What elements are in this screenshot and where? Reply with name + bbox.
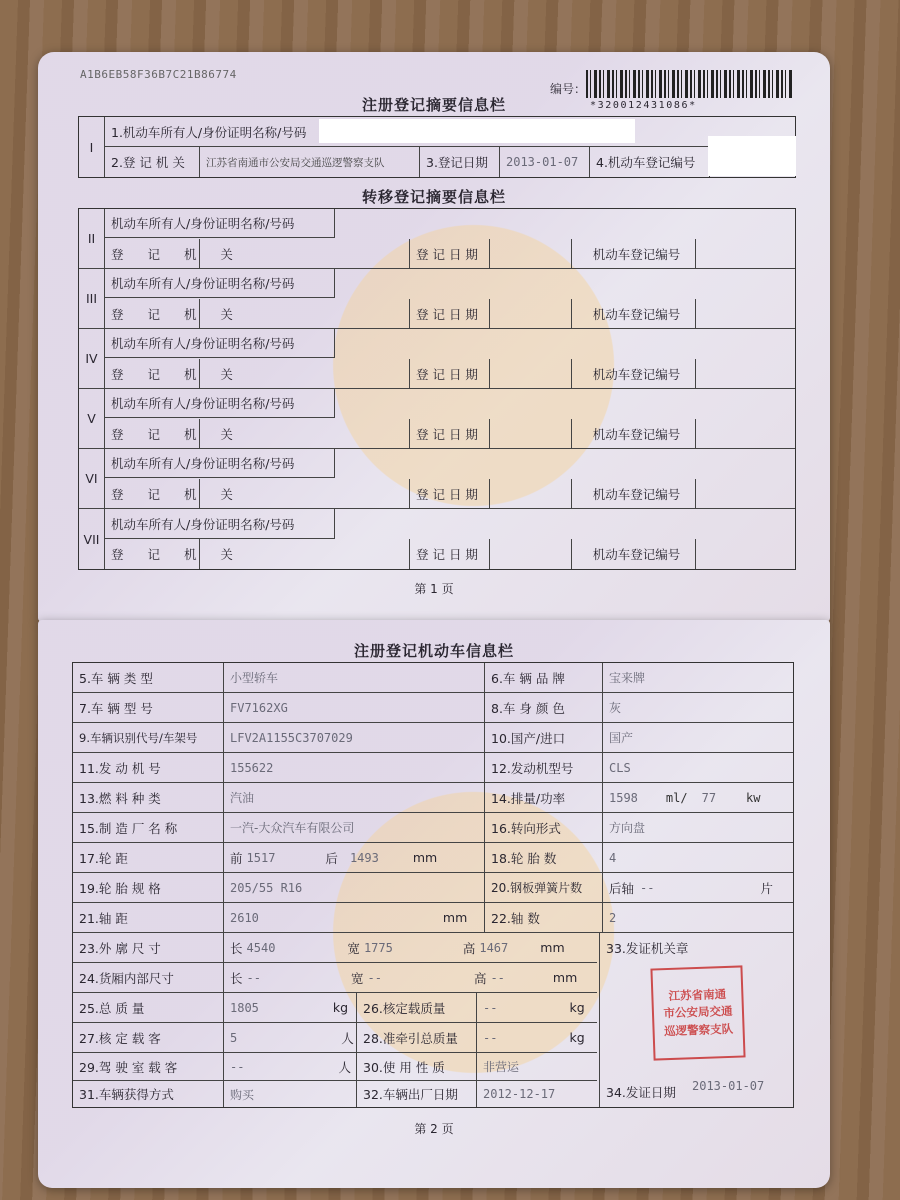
spring-count: --: [640, 880, 655, 895]
acquire-value: 购买: [223, 1081, 357, 1107]
rated-load: --: [483, 1000, 498, 1015]
displacement-unit: ml/: [665, 790, 688, 805]
roman-numeral: VI: [79, 449, 105, 508]
info-row: [73, 963, 597, 993]
issue-date-label: 34.发证日期: [606, 1085, 676, 1100]
info-row: [73, 783, 793, 813]
date-label: 3.登记日期: [420, 147, 500, 177]
field-label: 31.车辆获得方式: [79, 1087, 174, 1102]
date-value: [490, 359, 572, 388]
authority-label: 登 记 机 关: [105, 359, 200, 388]
date-value: [490, 539, 572, 569]
field-label: 14.排量/功率: [485, 783, 603, 812]
info-row: [73, 843, 793, 873]
authority-value: [200, 479, 410, 508]
info-row: [73, 993, 597, 1023]
transfer-block: [79, 209, 795, 269]
track-front-label: 前: [230, 850, 243, 866]
field-label: 28.准牵引总质量: [357, 1023, 477, 1052]
field-value: 灰: [609, 701, 622, 715]
roman-numeral: II: [79, 209, 105, 268]
regno-label: 机动车登记编号: [572, 299, 696, 328]
barcode-text: *320012431086*: [590, 100, 697, 111]
passengers-value: [223, 1023, 357, 1052]
passengers-unit: 人: [341, 1030, 354, 1046]
track-unit: mm: [412, 850, 438, 865]
cargo-high: --: [490, 970, 505, 985]
stamp-line: 市公安局交通: [663, 1004, 733, 1021]
authority-value: 江苏省南通市公安局交通巡逻警察支队: [200, 147, 420, 177]
spring-rear-label: 后轴: [609, 880, 635, 896]
field-label: 25.总 质 量: [79, 1000, 145, 1016]
cab: --: [230, 1059, 245, 1074]
issue-date-value: 2013-01-07: [692, 1079, 765, 1093]
date-label: 登 记 日 期: [410, 539, 490, 569]
transfer-summary-title: 转移登记摘要信息栏: [361, 188, 506, 206]
field-label: 22.轴 数: [485, 903, 603, 932]
field-label: 30.使 用 性 质: [357, 1053, 477, 1080]
authority-label: 登 记 机 关: [105, 239, 200, 268]
info-row: [73, 903, 793, 933]
date-value: [490, 239, 572, 268]
date-value: [490, 419, 572, 448]
field-label: 13.燃 料 种 类: [79, 790, 161, 806]
page-one-sheet: [38, 52, 830, 622]
stamp-line: 江苏省南通: [668, 987, 727, 1004]
field-value: 2: [609, 910, 617, 925]
info-row: [73, 663, 793, 693]
regno-label: 机动车登记编号: [572, 539, 696, 569]
date-label: 登 记 日 期: [410, 479, 490, 508]
field-label: 19.轮 胎 规 格: [79, 880, 161, 896]
field-label: 23.外 廓 尺 寸: [79, 940, 161, 956]
owner-label: 1.机动车所有人/身份证明名称/号码: [111, 124, 307, 140]
vehicle-info-table: [72, 662, 794, 1108]
tow-unit: kg: [569, 1030, 585, 1045]
owner-label: 机动车所有人/身份证明名称/号码: [105, 269, 335, 298]
number-label: 编号：: [550, 82, 587, 96]
stamp-line: 巡逻警察支队: [663, 1021, 734, 1038]
page-number: 第 1 页: [414, 582, 454, 596]
authority-label: 登 记 机 关: [105, 539, 200, 569]
field-value: 小型轿车: [223, 663, 485, 692]
field-value: 4: [609, 850, 617, 865]
authority-label: 登 记 机 关: [105, 419, 200, 448]
transfer-block: [79, 389, 795, 449]
cab-value: [223, 1053, 357, 1080]
dims-high: 1467: [479, 940, 509, 955]
vehicle-info-title: 注册登记机动车信息栏: [353, 642, 514, 660]
wheelbase: 2610: [230, 910, 259, 925]
field-label: 5.车 辆 类 型: [79, 670, 153, 686]
roman-numeral: V: [79, 389, 105, 448]
redacted-regno: [708, 136, 796, 176]
mass-value: [223, 993, 357, 1022]
field-label: 7.车 辆 型 号: [79, 700, 153, 716]
field-value: LFV2A1155C3707029: [223, 723, 485, 752]
dims-long: 4540: [246, 940, 276, 955]
roman-numeral: I: [79, 117, 105, 177]
cargo-value: [223, 963, 599, 992]
stamp-cell: [599, 933, 793, 1107]
mass: 1805: [230, 1000, 259, 1015]
authority-value: [200, 359, 410, 388]
cargo-high-label: 高: [473, 970, 487, 986]
date-label: 登 记 日 期: [410, 419, 490, 448]
spring-unit: 片: [760, 880, 773, 896]
dims-wide: 1775: [363, 940, 393, 955]
field-value: 汽油: [223, 783, 485, 812]
registration-summary-table: [78, 116, 796, 178]
tow-value: [477, 1023, 599, 1052]
track-rear-label: 后: [325, 850, 338, 866]
date-value: [490, 479, 572, 508]
field-value: FV7162XG: [223, 693, 485, 722]
date-label: 登 记 日 期: [410, 239, 490, 268]
field-value: 155622: [223, 753, 485, 782]
regno-label: 机动车登记编号: [572, 359, 696, 388]
regno-label: 机动车登记编号: [572, 419, 696, 448]
power-unit: kw: [746, 790, 761, 805]
redacted-owner: [319, 119, 635, 143]
track-value: [223, 843, 485, 872]
field-value: 205/55 R16: [223, 873, 485, 902]
owner-label: 机动车所有人/身份证明名称/号码: [105, 389, 335, 418]
use-value: 非营运: [483, 1060, 520, 1074]
transfer-block: [79, 509, 795, 569]
dims-value: [223, 933, 599, 962]
track-front: 1517: [246, 850, 276, 865]
info-row: [73, 1081, 597, 1107]
dims-wide-label: 宽: [347, 940, 360, 956]
field-label: 32.车辆出厂日期: [357, 1081, 477, 1107]
info-row: [73, 1053, 597, 1081]
passengers: 5: [230, 1030, 238, 1045]
owner-label: 机动车所有人/身份证明名称/号码: [105, 209, 335, 238]
transfer-block: [79, 449, 795, 509]
field-value: 宝来牌: [609, 671, 646, 685]
dims-high-label: 高: [462, 940, 476, 956]
field-label: 16.转向形式: [485, 813, 603, 842]
info-row: [73, 693, 793, 723]
field-label: 27.核 定 载 客: [79, 1030, 161, 1046]
field-label: 15.制 造 厂 名 称: [79, 820, 178, 836]
owner-label: 机动车所有人/身份证明名称/号码: [105, 329, 335, 358]
serial-number: A1B6EB58F36B7C21B86774: [80, 68, 237, 81]
regno-label: 机动车登记编号: [572, 239, 696, 268]
transfer-block: [79, 269, 795, 329]
authority-value: [200, 419, 410, 448]
authority-label: 登 记 机 关: [105, 299, 200, 328]
date-value: [490, 299, 572, 328]
rated-load-unit: kg: [569, 1000, 585, 1015]
cab-unit: 人: [338, 1059, 351, 1075]
field-label: 20.钢板弹簧片数: [485, 873, 603, 902]
cargo-wide: --: [367, 970, 382, 985]
owner-label: 机动车所有人/身份证明名称/号码: [105, 509, 335, 539]
tow: --: [483, 1030, 498, 1045]
page-number: 第 2 页: [414, 1122, 454, 1136]
field-value: 一汽-大众汽车有限公司: [223, 813, 485, 842]
authority-label: 2.登 记 机 关: [105, 147, 200, 177]
cargo-wide-label: 宽: [350, 970, 364, 986]
info-row: [73, 933, 597, 963]
info-row: [73, 723, 793, 753]
authority-label: 登 记 机 关: [105, 479, 200, 508]
spring-value: [603, 873, 793, 902]
track-rear: 1493: [349, 850, 379, 865]
cargo-long: --: [246, 970, 261, 985]
page-two-sheet: [38, 620, 830, 1188]
date-value: 2013-01-07: [500, 147, 590, 177]
transfer-summary-table: [78, 208, 796, 570]
info-row: [73, 873, 793, 903]
mass-unit: kg: [332, 1000, 349, 1015]
displacement-power: [603, 783, 793, 812]
field-label: 9.车辆识别代号/车架号: [79, 730, 198, 745]
authority-value: [200, 239, 410, 268]
roman-numeral: IV: [79, 329, 105, 388]
field-label: 21.轴 距: [79, 910, 128, 926]
field-value: 方向盘: [609, 821, 646, 835]
registration-summary-title: 注册登记摘要信息栏: [361, 96, 506, 114]
date-label: 登 记 日 期: [410, 299, 490, 328]
dims-long-label: 长: [230, 940, 243, 956]
date-label: 登 记 日 期: [410, 359, 490, 388]
displacement-value: 1598: [609, 790, 638, 805]
field-label: 17.轮 距: [79, 850, 128, 866]
roman-numeral: VII: [79, 509, 105, 569]
info-row: [73, 1023, 597, 1053]
wheelbase-unit: mm: [442, 910, 468, 925]
field-label: 6.车 辆 品 牌: [485, 663, 603, 692]
field-label: 24.货厢内部尺寸: [79, 970, 174, 986]
info-row: [73, 753, 793, 783]
rated-load-value: [477, 993, 599, 1022]
official-seal-stamp: [650, 965, 745, 1060]
info-row: [73, 813, 793, 843]
field-label: 11.发 动 机 号: [79, 760, 161, 776]
transfer-block: [79, 329, 795, 389]
regno-label: 4.机动车登记编号: [590, 147, 710, 177]
field-label: 8.车 身 颜 色: [485, 693, 603, 722]
authority-row: [105, 147, 795, 177]
field-label: 26.核定载质量: [357, 993, 477, 1022]
factory-date-value: 2012-12-17: [483, 1087, 556, 1101]
field-label: 10.国产/进口: [485, 723, 603, 752]
regno-label: 机动车登记编号: [572, 479, 696, 508]
field-label: 18.轮 胎 数: [485, 843, 603, 872]
field-label: 29.驾 驶 室 载 客: [79, 1059, 178, 1075]
owner-label: 机动车所有人/身份证明名称/号码: [105, 449, 335, 478]
field-label: 12.发动机型号: [485, 753, 603, 782]
dims-unit: mm: [540, 940, 565, 955]
field-value: 国产: [609, 731, 634, 745]
authority-value: [200, 299, 410, 328]
stamp-label: 33.发证机关章: [606, 941, 689, 956]
wheelbase-value: [223, 903, 485, 932]
power-value: 77: [701, 790, 717, 805]
cargo-unit: mm: [552, 970, 578, 985]
authority-value: [200, 539, 410, 569]
field-value: CLS: [609, 760, 631, 775]
cargo-long-label: 长: [230, 970, 243, 986]
roman-numeral: III: [79, 269, 105, 328]
